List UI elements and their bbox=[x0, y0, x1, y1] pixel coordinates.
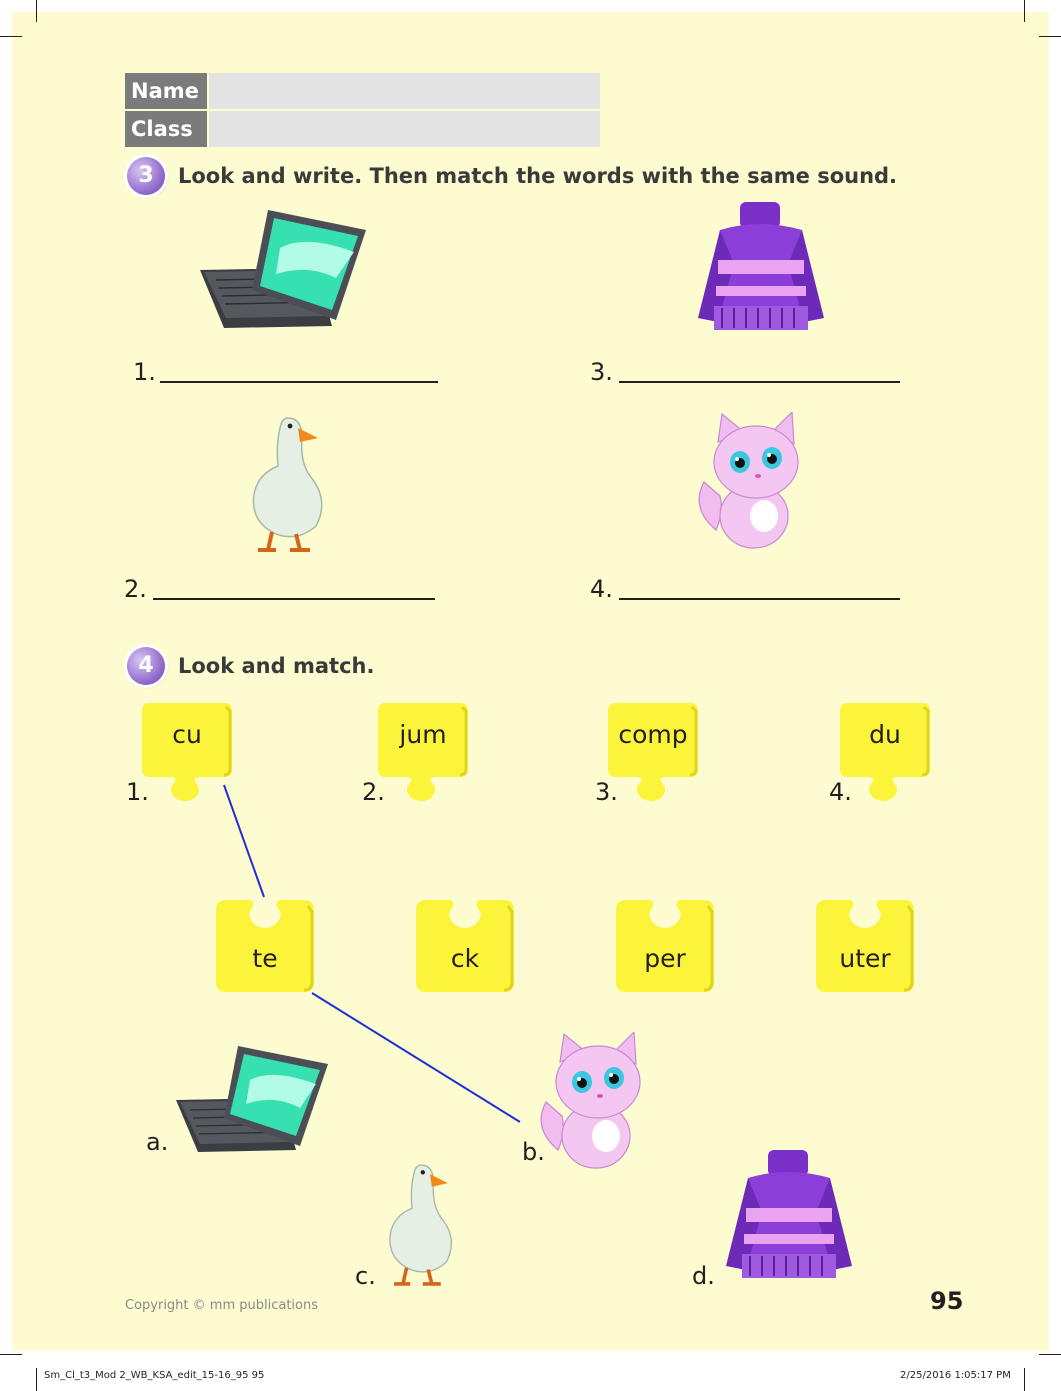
piece-text: ck bbox=[450, 944, 480, 973]
picture-letter: d. bbox=[692, 1262, 715, 1290]
piece-number: 2. bbox=[362, 778, 385, 806]
duck-picture bbox=[376, 1148, 466, 1292]
class-label: Class bbox=[125, 111, 207, 147]
print-timestamp: 2/25/2016 1:05:17 PM bbox=[900, 1370, 1011, 1381]
exercise-4-badge: 4 bbox=[127, 647, 165, 685]
jumper-picture bbox=[724, 1148, 854, 1286]
match-line-te-kitten bbox=[312, 993, 520, 1122]
piece-number: 3. bbox=[595, 778, 618, 806]
answer-number: 3. bbox=[590, 358, 613, 386]
piece-text: per bbox=[644, 944, 686, 973]
piece-number: 1. bbox=[126, 778, 149, 806]
exercise-4-instruction: Look and match. bbox=[178, 654, 375, 678]
file-info: Sm_Cl_t3_Mod 2_WB_KSA_edit_15-16_95 95 bbox=[44, 1370, 265, 1381]
piece-text: te bbox=[252, 944, 278, 973]
piece-text: uter bbox=[839, 944, 891, 973]
name-label: Name bbox=[125, 73, 207, 109]
piece-text: cu bbox=[172, 720, 202, 749]
copyright-text: Copyright © mm publications bbox=[125, 1298, 319, 1313]
picture-letter: c. bbox=[355, 1262, 376, 1290]
match-line-cu-te bbox=[224, 785, 264, 897]
piece-text: comp bbox=[618, 720, 688, 749]
answer-number: 1. bbox=[133, 358, 156, 386]
piece-text: jum bbox=[399, 720, 447, 749]
picture-letter: a. bbox=[146, 1128, 169, 1156]
exercise-3-badge: 3 bbox=[127, 157, 165, 195]
kitten-picture bbox=[536, 1032, 648, 1172]
piece-number: 4. bbox=[829, 778, 852, 806]
answer-number: 2. bbox=[124, 575, 147, 603]
answer-number: 4. bbox=[590, 575, 613, 603]
laptop-picture bbox=[172, 1044, 332, 1154]
piece-text: du bbox=[869, 720, 901, 749]
page-number: 95 bbox=[930, 1287, 964, 1315]
picture-letter: b. bbox=[522, 1138, 545, 1166]
exercise-3-instruction: Look and write. Then match the words with the same sound. bbox=[178, 164, 898, 188]
